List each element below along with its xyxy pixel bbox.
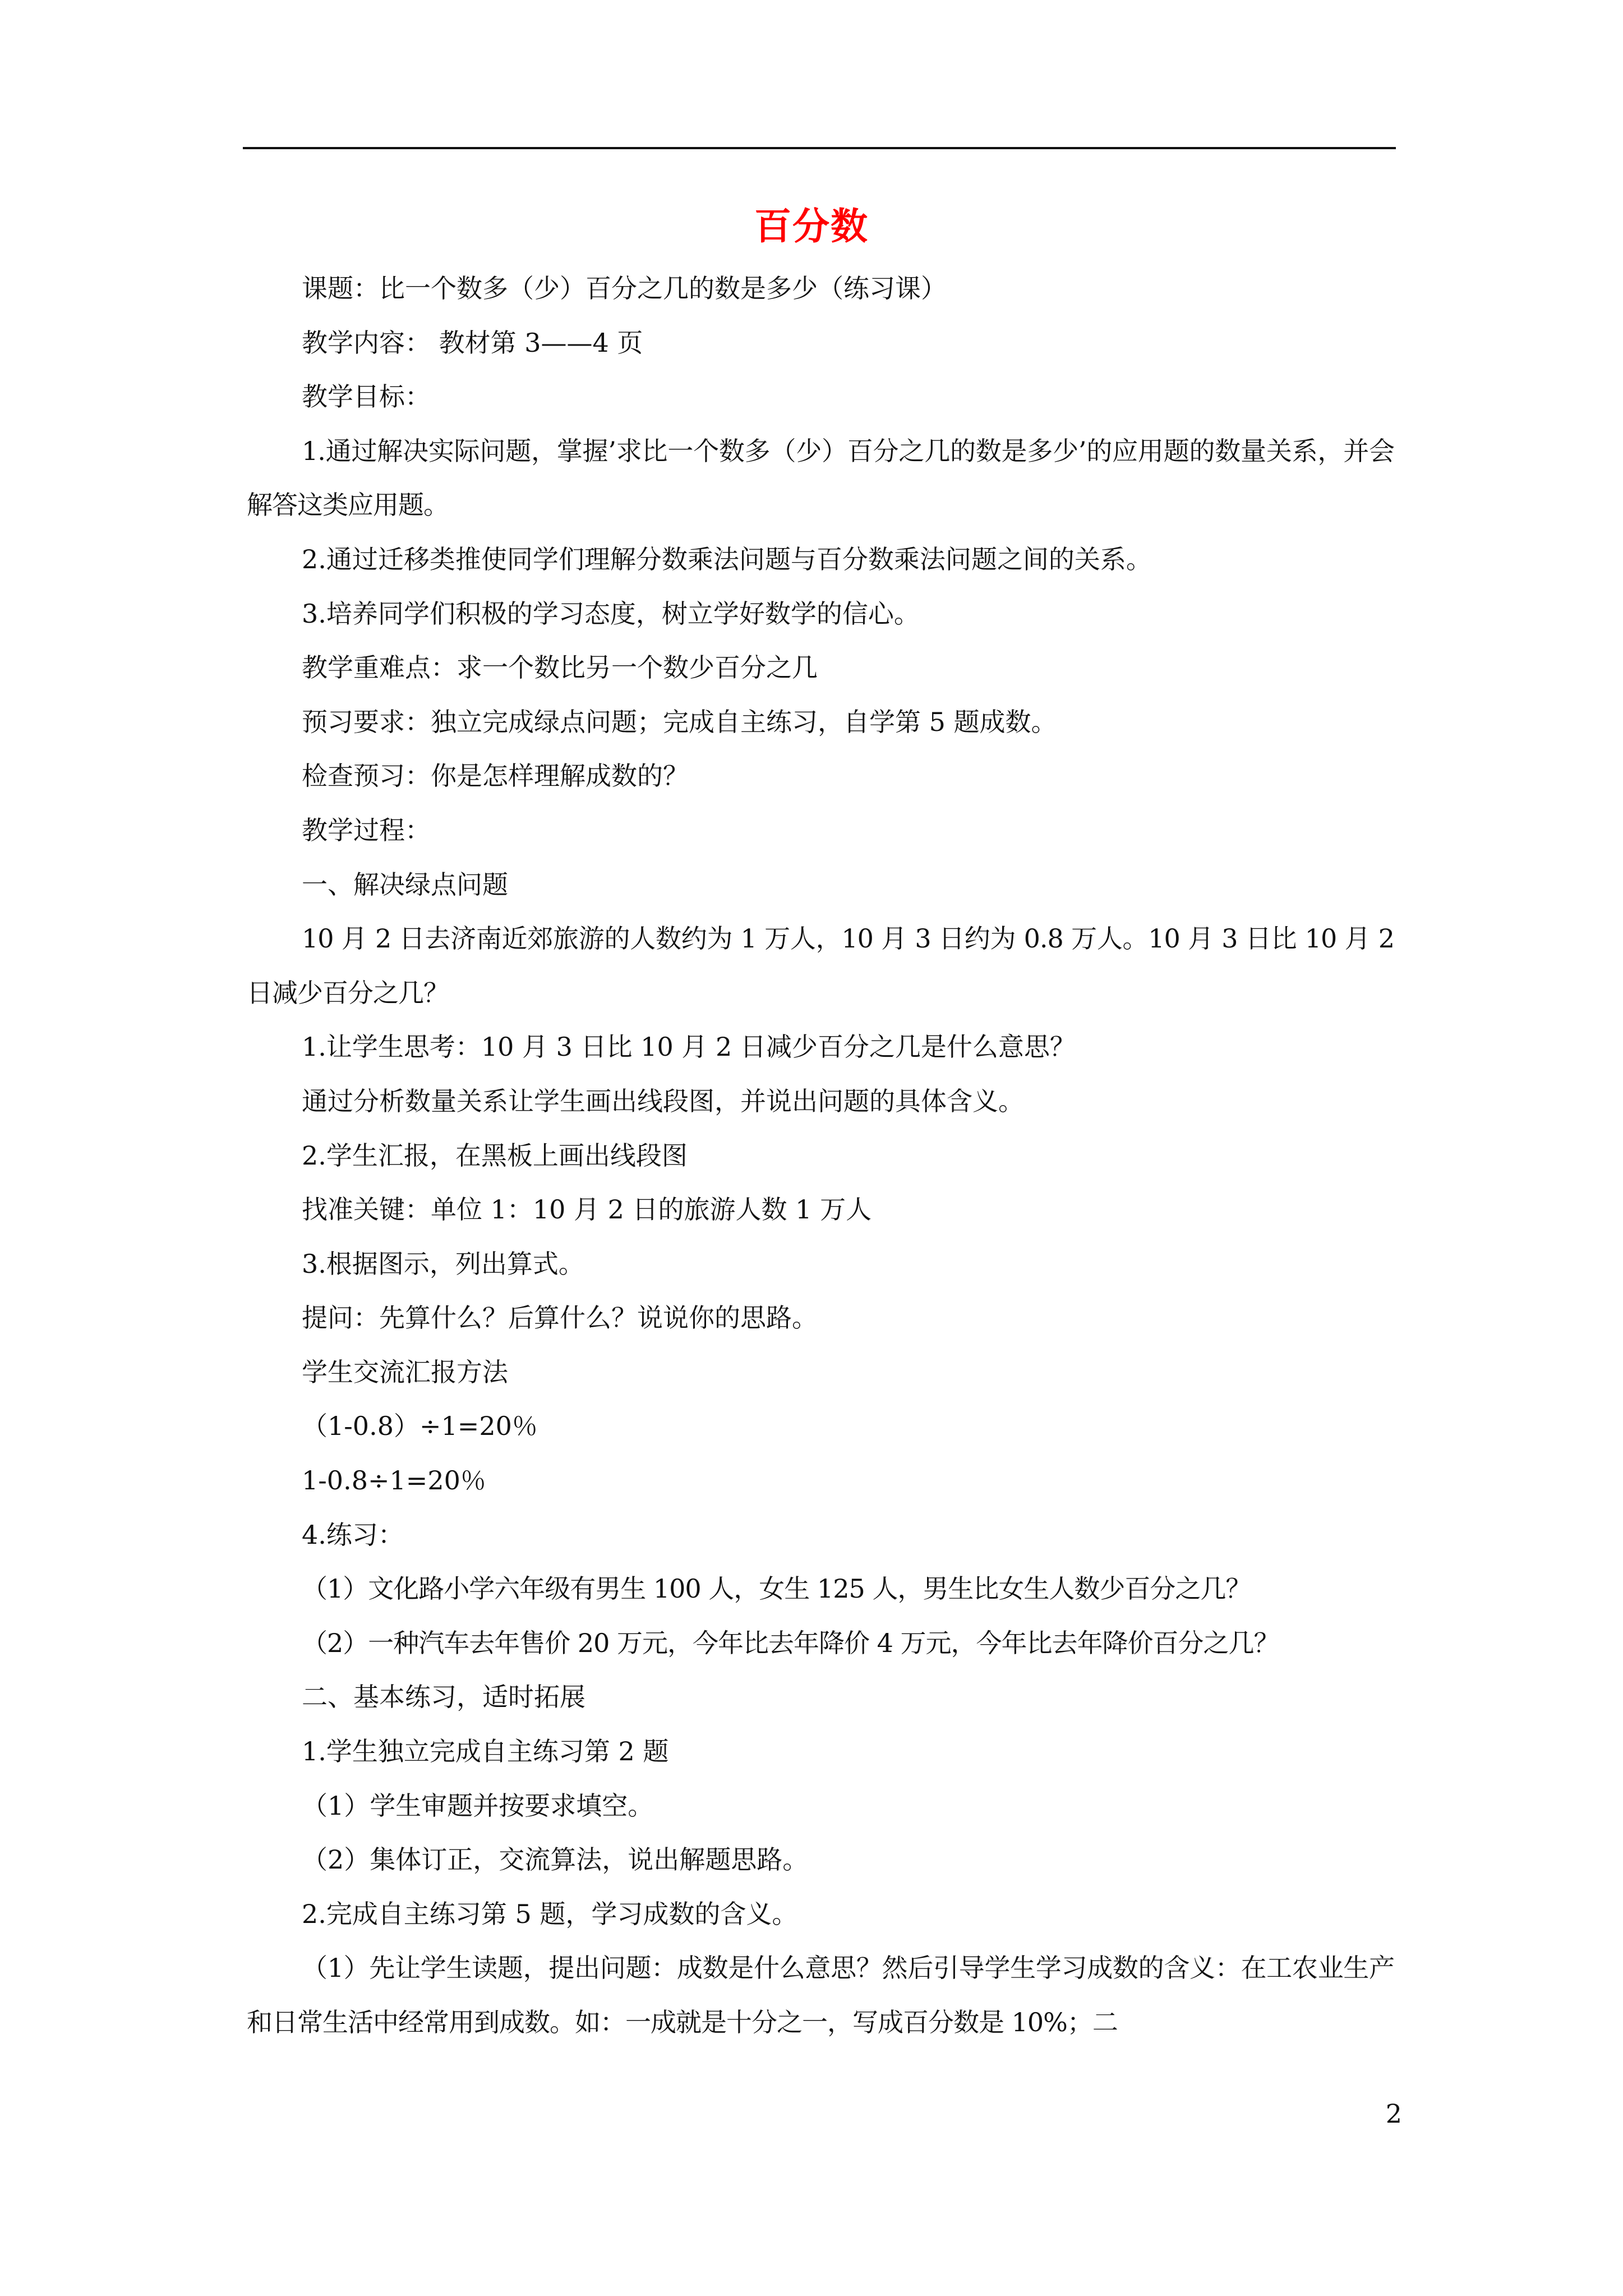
paragraph: 1.让学生思考：10 月 3 日比 10 月 2 日减少百分之几是什么意思？ — [302, 1032, 1076, 1062]
header-rule — [243, 147, 1396, 149]
formula: 1-0.8÷1=20％ — [302, 1465, 486, 1496]
paragraph: （1）学生审题并按要求填空。 — [302, 1790, 654, 1821]
paragraph: 2.完成自主练习第 5 题，学习成数的含义。 — [302, 1898, 798, 1929]
paragraph: 教学重难点：求一个数比另一个数少百分之几 — [302, 652, 818, 683]
paragraph: 预习要求：独立完成绿点问题；完成自主练习，自学第 5 题成数。 — [302, 706, 1057, 737]
paragraph: 教学目标： — [302, 381, 431, 412]
paragraph: 通过分析数量关系让学生画出线段图，并说出问题的具体含义。 — [302, 1085, 1024, 1116]
paragraph: （2）一种汽车去年售价 20 万元，今年比去年降价 4 万元，今年比去年降价百分之几？ — [302, 1627, 1279, 1658]
paragraph: 教学内容： 教材第 3——4 页 — [302, 327, 643, 358]
paragraph: 提问：先算什么？后算什么？说说你的思路。 — [302, 1303, 818, 1333]
paragraph: 1.通过解决实际问题，掌握’求比一个数多（少）百分之几的数是多少’的应用题的数量关系，并会解答这类应用题。 — [247, 435, 1394, 521]
formula: （1-0.8）÷1=20％ — [302, 1411, 538, 1442]
paragraph: 找准关键：单位 1：10 月 2 日的旅游人数 1 万人 — [302, 1194, 872, 1225]
paragraph: 一、解决绿点问题 — [302, 869, 508, 900]
paragraph: 课题：比一个数多（少）百分之几的数是多少（练习课） — [302, 273, 947, 303]
paragraph: 10 月 2 日去济南近郊旅游的人数约为 1 万人，10 月 3 日约为 0.8 万人。10 月 3 日比 10 月 2 日减少百分之几？ — [247, 923, 1394, 1008]
paragraph: 3.培养同学们积极的学习态度，树立学好数学的信心。 — [302, 598, 920, 629]
page-number: 2 — [1385, 2099, 1402, 2129]
paragraph: 4.练习： — [302, 1519, 404, 1550]
paragraph: 学生交流汇报方法 — [302, 1356, 508, 1387]
paragraph: 检查预习：你是怎样理解成数的？ — [302, 761, 689, 792]
paragraph: 2.学生汇报，在黑板上画出线段图 — [302, 1140, 688, 1171]
paragraph: （1）先让学生读题，提出问题：成数是什么意思？然后引导学生学习成数的含义：在工农业生产和日常生活中经常用到成数。如：一成就是十分之一，写成百分数是 10%；二 — [247, 1953, 1394, 2037]
paragraph: 2.通过迁移类推使同学们理解分数乘法问题与百分数乘法问题之间的关系。 — [302, 544, 1152, 574]
paragraph: 1.学生独立完成自主练习第 2 题 — [302, 1736, 669, 1767]
page-title: 百分数 — [754, 204, 869, 248]
paragraph: （2）集体订正，交流算法，说出解题思路。 — [302, 1844, 809, 1875]
paragraph: （1）文化路小学六年级有男生 100 人，女生 125 人，男生比女生人数少百分之几？ — [302, 1573, 1251, 1604]
paragraph: 二、基本练习，适时拓展 — [302, 1682, 585, 1713]
document-body — [247, 261, 1394, 2050]
paragraph: 3.根据图示，列出算式。 — [302, 1248, 584, 1279]
paragraph: 教学过程： — [302, 815, 431, 845]
